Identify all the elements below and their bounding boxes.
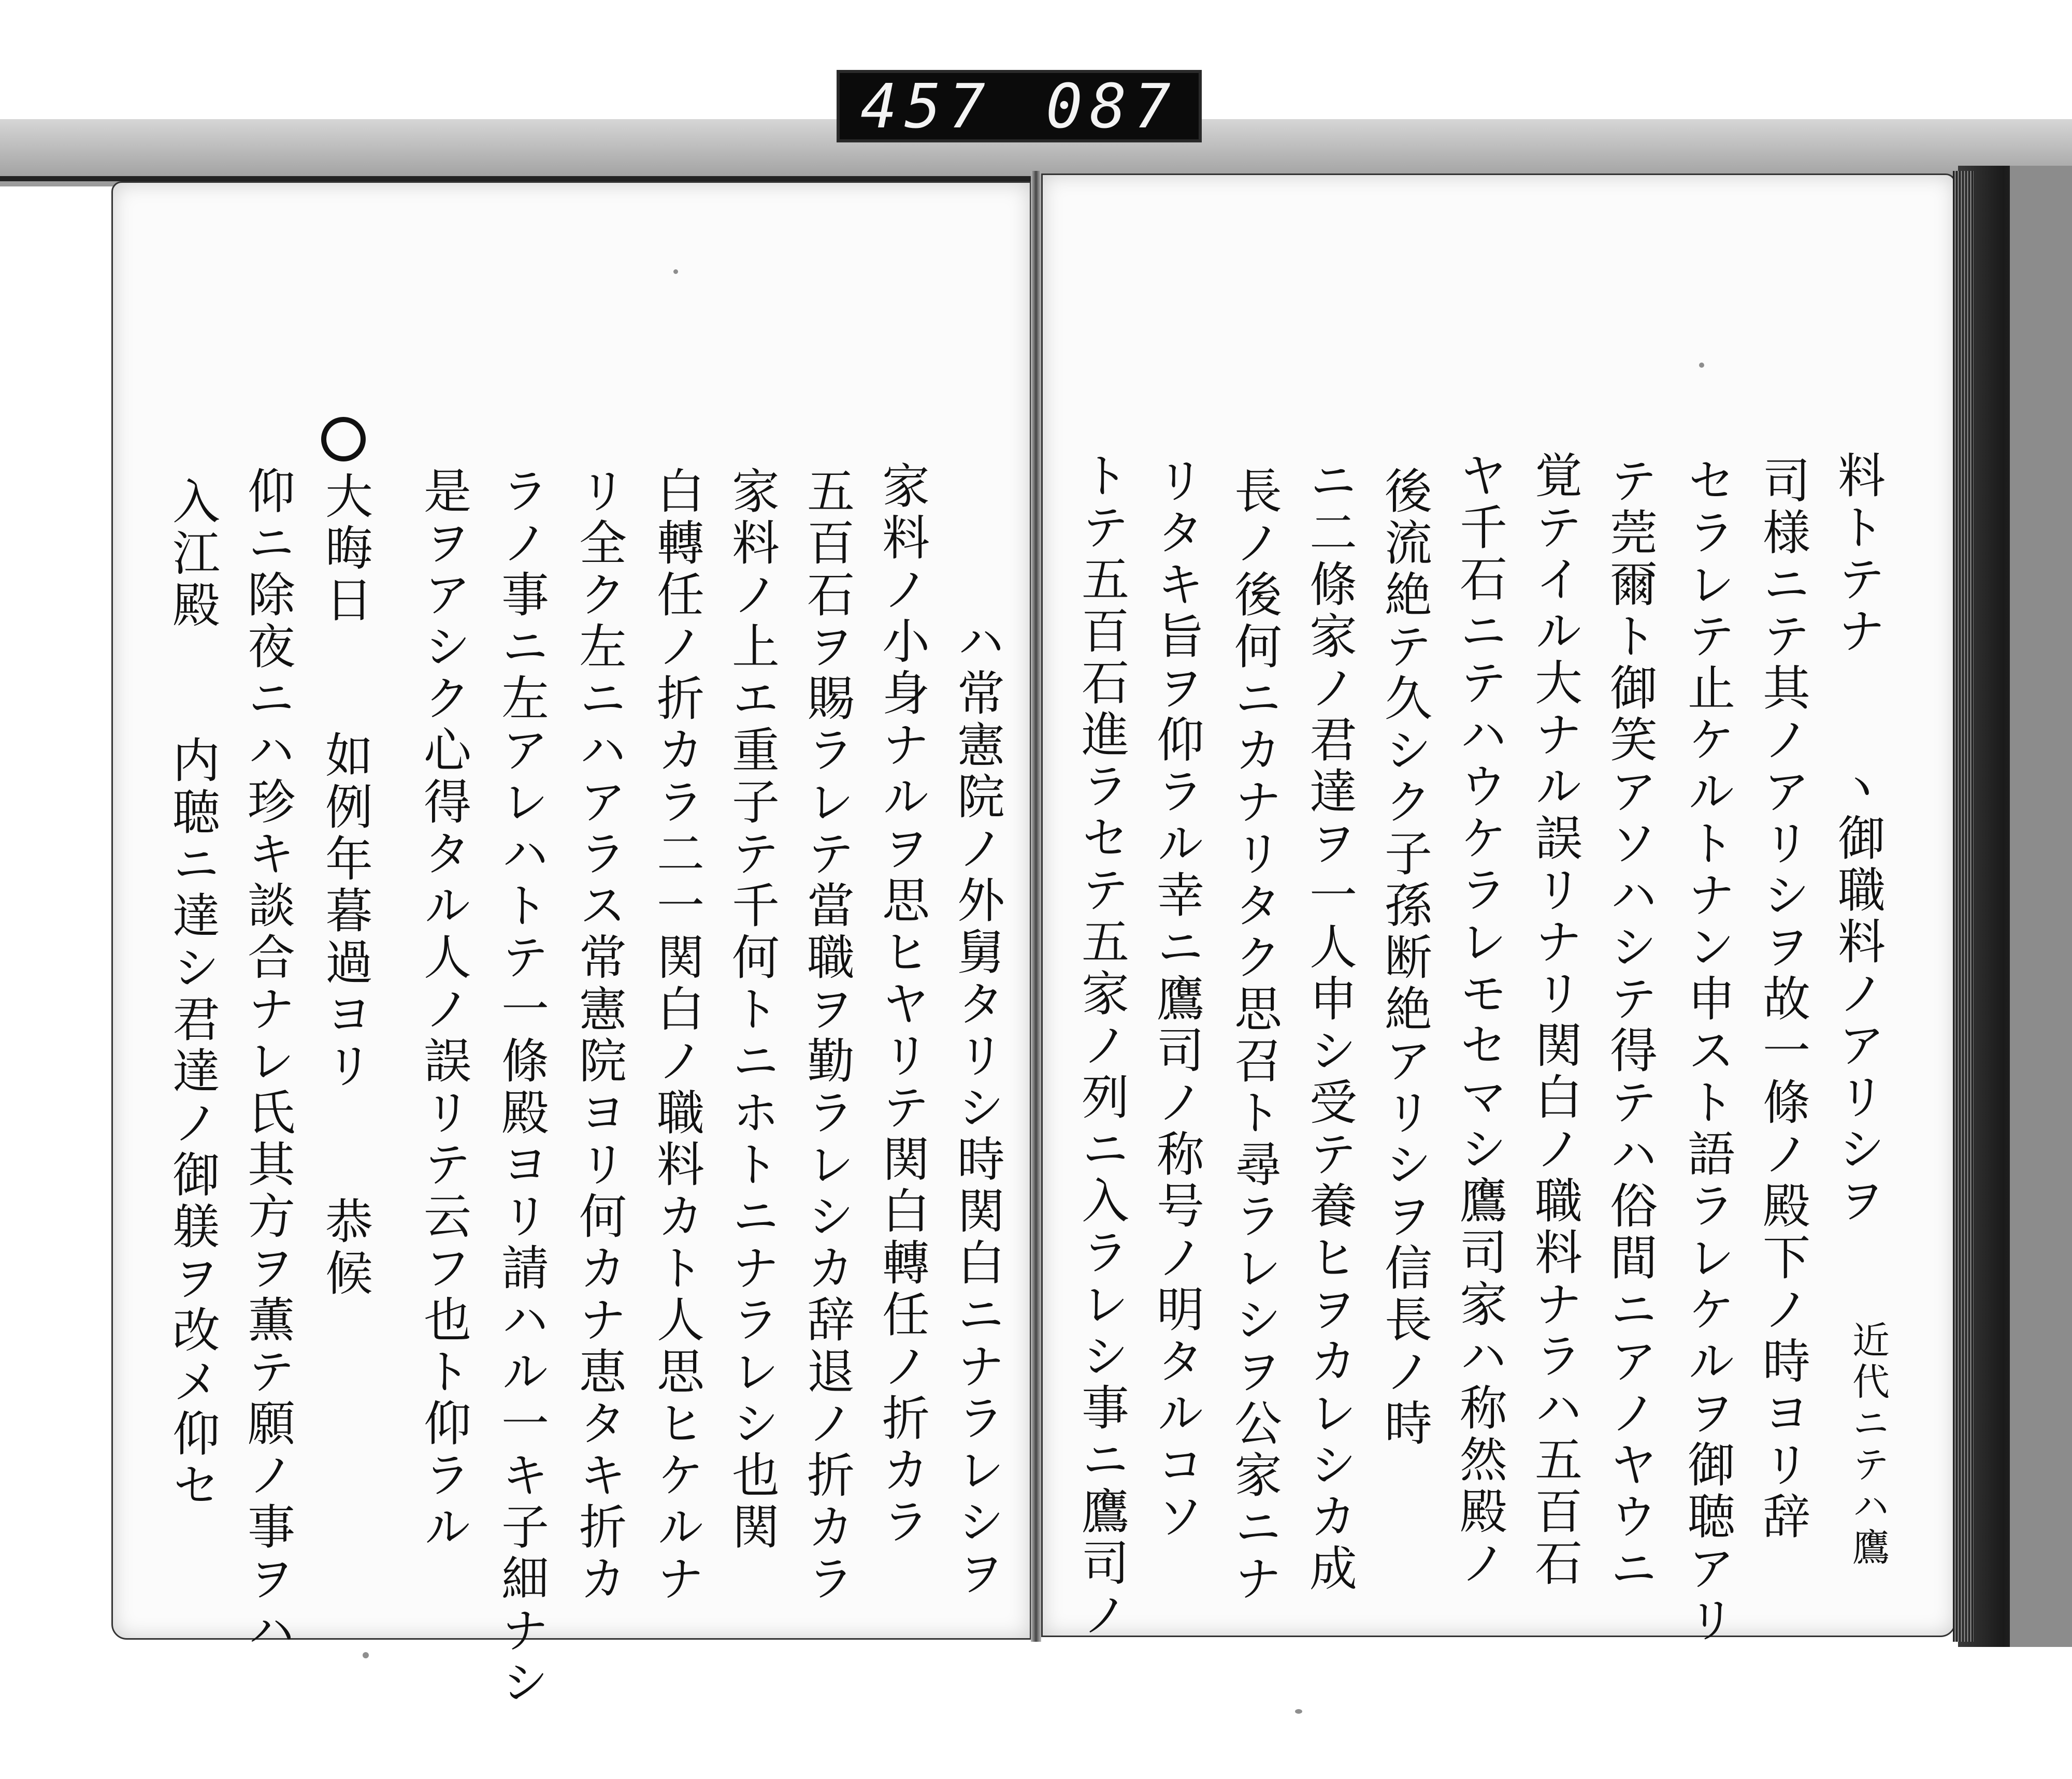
scanner-background-edge	[2010, 166, 2072, 1647]
right-page-column-6: ヤ千石ニテハウケラレモセマシ鷹司家ハ称然殿ノ	[1452, 451, 1507, 1590]
left-page-column-6: リ全ク左ニハアラス常憲院ヨリ何カナ恵タキ折カ	[571, 466, 627, 1606]
right-page-column-8: ニ二條家ノ君達ヲ一人申シ受テ養ヒヲカレシカ成	[1302, 456, 1357, 1595]
left-page-column-9: 大晦日 如例年暮過ヨリ 恭候	[318, 471, 373, 1300]
reel-number: 457	[860, 70, 993, 142]
scan-speck	[1699, 363, 1704, 368]
scan-speck	[1295, 1709, 1302, 1714]
frame-number: 087	[1045, 70, 1178, 142]
scan-speck	[673, 269, 678, 274]
left-page-column-7: ラノ事ニ左アレハトテ一條殿ヨリ請ハル一キ子細ナシ	[494, 466, 549, 1709]
left-page-column-1: ハ常憲院ノ外舅タリシ時関白ニナラレシヲ	[949, 616, 1005, 1600]
right-page-column-5: 覚テイル大ナル誤リナリ関白ノ職料ナラハ五百石	[1527, 451, 1582, 1590]
right-page-column-4: テ莞爾ト御笑アソハシテ得テハ俗間ニアノヤウニ	[1602, 456, 1658, 1595]
left-page-column-11: 入江殿 内聴ニ達シ君達ノ御躾ヲ改メ仰セ	[165, 476, 220, 1512]
left-page-column-5: 白轉任ノ折カラ二一関白ノ職料カト人思ヒケルナ	[649, 466, 704, 1606]
page-stack-edge	[1953, 171, 1974, 1642]
circle-mark-icon	[321, 417, 366, 461]
microfilm-frame-label	[837, 70, 1202, 142]
scan-speck	[363, 1652, 369, 1658]
left-page-column-8: 是ヲアシク心得タル人ノ誤リテ云フ也ト仰ラル	[416, 466, 471, 1554]
left-page-column-2: 家料ノ小身ナルヲ思ヒヤリテ関白轉任ノ折カラ	[874, 461, 930, 1549]
left-page-column-4: 家料ノ上エ重子テ千何トニホトニナラレシ也関	[724, 466, 780, 1554]
right-page-column-9: 長ノ後何ニカナリタク思召ト尋ラレシヲ公家ニナ	[1227, 466, 1282, 1606]
right-page-column-2: 司様ニテ其ノアリシヲ故一條ノ殿下ノ時ヨリ辞	[1755, 456, 1810, 1543]
right-page-column-1: 料トテナ ヽ御職料ノアリシヲ	[1830, 451, 1886, 1227]
right-page-column-11: トテ五百石進ラセテ五家ノ列ニ入ラレシ事ニ鷹司ノ	[1074, 451, 1129, 1642]
book-gutter	[1031, 171, 1041, 1642]
right-page-column-10: リタキ旨ヲ仰ラル幸ニ鷹司ノ称号ノ明タルコソ	[1149, 456, 1204, 1543]
right-page-column-1-tail: 近代ニテハ鷹	[1846, 1321, 1890, 1569]
left-page-column-10: 仰ニ除夜ニハ珍キ談合ナレ氏其方ヲ薫テ願ノ事ヲハ	[240, 466, 295, 1657]
right-page-column-7: 後流絶テ久シク子孫断絶アリシヲ信長ノ時	[1377, 466, 1432, 1450]
right-page-column-3: セラレテ止ケルトナン申スト語ラレケルヲ御聴アリ	[1680, 456, 1735, 1647]
left-page-column-3: 五百石ヲ賜ラレテ當職ヲ勤ラレシカ辞退ノ折カラ	[799, 466, 855, 1606]
